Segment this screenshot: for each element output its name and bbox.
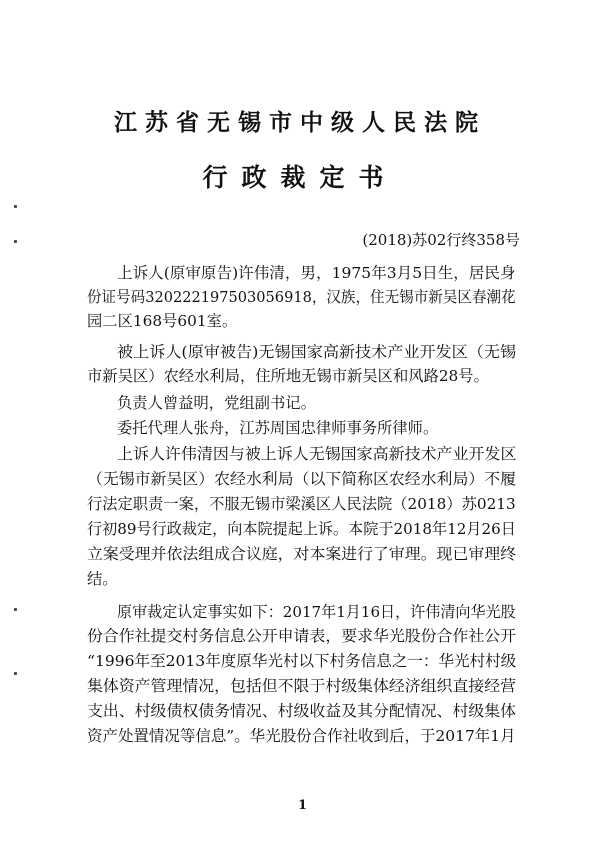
body-line: 上诉人(原审原告)许伟清，男，1975年3月5日生，居民身 bbox=[117, 264, 516, 282]
body-line: 行初89号行政裁定，向本院提起上诉。本院于2018年12月26日 bbox=[87, 520, 516, 538]
body-line: 上诉人许伟清因与被上诉人无锡国家高新技术产业开发区 bbox=[117, 445, 517, 463]
body-line: 支出、村级债权债务情况、村级收益及其分配情况、村级集体 bbox=[87, 702, 517, 720]
scan-mark bbox=[14, 608, 17, 611]
body-line: 立案受理并依法组成合议庭，对本案进行了审理。现已审理终 bbox=[87, 545, 517, 563]
scan-mark bbox=[14, 672, 17, 675]
body-line: （无锡市新吴区）农经水利局（以下简称区农经水利局）不履 bbox=[87, 470, 517, 488]
page-number: 1 bbox=[298, 798, 308, 813]
body-line: 负责人曾益明，党组副书记。 bbox=[117, 394, 316, 412]
court-name: 江苏省无锡市中级人民法院 bbox=[114, 109, 486, 136]
body-line: 集体资产管理情况，包括但不限于村级集体经济组织直接经营 bbox=[87, 677, 517, 695]
body-line: 原审裁定认定事实如下：2017年1月16日，许伟清向华光股 bbox=[117, 603, 516, 621]
body-line: 委托代理人张舟，江苏周国忠律师事务所律师。 bbox=[117, 419, 439, 437]
body-line: “1996年至2013年度原华光村以下村务信息之一：华光村村级 bbox=[87, 652, 517, 670]
scan-mark bbox=[14, 240, 17, 243]
case-number: (2018)苏02行终358号 bbox=[362, 231, 520, 249]
body-line: 行法定职责一案，不服无锡市梁溪区人民法院（2018）苏0213 bbox=[87, 495, 516, 513]
body-line: 市新吴区）农经水利局，住所地无锡市新吴区和风路28号。 bbox=[87, 367, 489, 385]
body-line: 园二区168号601室。 bbox=[87, 312, 238, 330]
document-type: 行政裁定书 bbox=[202, 163, 398, 192]
body-line: 资产处置情况等信息”。华光股份合作社收到后，于2017年1月 bbox=[87, 727, 516, 745]
body-line: 份合作社提交村务信息公开申请表，要求华光股份合作社公开 bbox=[87, 627, 517, 645]
body-line: 结。 bbox=[87, 570, 118, 588]
body-line: 份证号码320222197503056918，汉族，住无锡市新吴区春潮花 bbox=[87, 288, 516, 306]
body-line: 被上诉人(原审被告)无锡国家高新技术产业开发区（无锡 bbox=[117, 343, 517, 361]
scan-mark bbox=[14, 205, 17, 208]
